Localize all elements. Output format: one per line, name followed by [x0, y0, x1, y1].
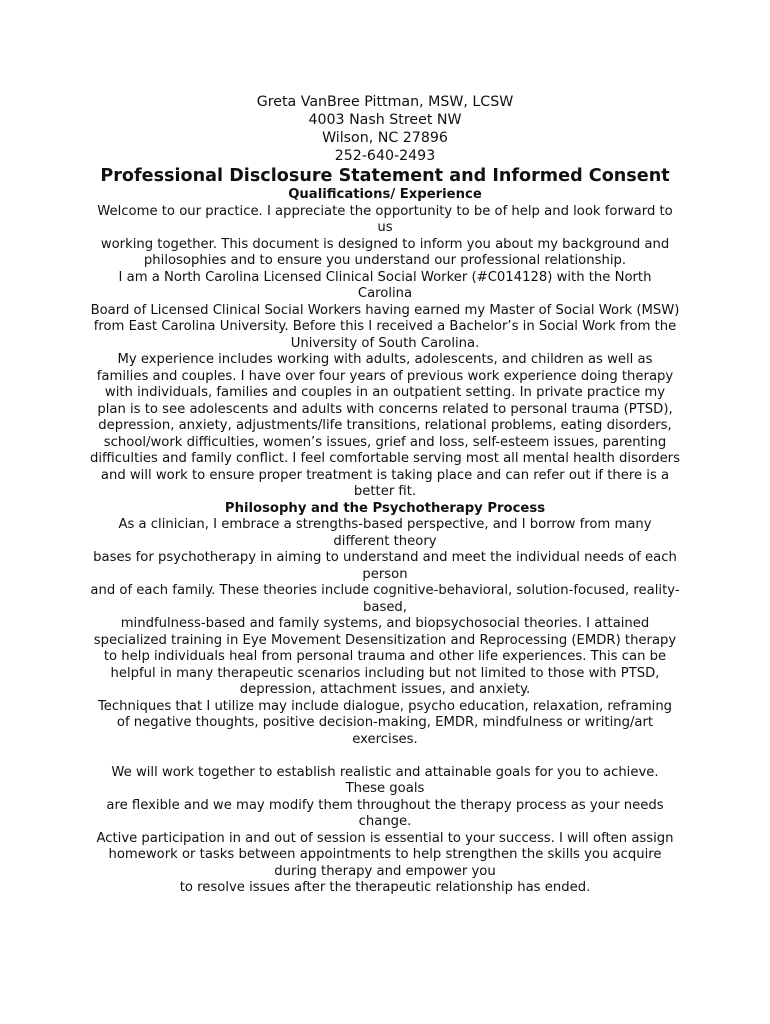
- qualifications-paragraph: working together. This document is designed to inform you about my background and philosophies and to ensure you understand our professional relationship.: [100, 236, 670, 268]
- philosophy-heading: Philosophy and the Psychotherapy Process: [224, 500, 546, 516]
- qualifications-paragraph: I am a North Carolina Licensed Clinical Social Worker (#C014128) with the North Carolina: [118, 269, 652, 301]
- goals-paragraph: are flexible and we may modify them throughout the therapy process as your needs change.: [106, 797, 664, 829]
- document-page: [90, 93, 680, 897]
- goals-paragraph: We will work together to establish realistic and attainable goals for you to achieve. These goals: [111, 764, 659, 796]
- qualifications-paragraph: My experience includes working with adults, adolescents, and children as well as families and couples. I have over four years of previous work experience doing therapy with individuals, families and couples in an outpatient setting. In private practice my plan is to see adolescents and adults with concerns related to personal trauma (PTSD), depression, anxiety, adjustments/life transitions, relational problems, eating disorders, school/work difficulties, women’s issues, grief and loss, self-esteem issues, parenting difficulties and family conflict. I feel comfortable serving most all mental health disorders and will work to ensure proper treatment is taking place and can refer out if there is a better fit.: [90, 352, 680, 499]
- qualifications-heading: Qualifications/ Experience: [288, 187, 482, 202]
- philosophy-paragraph: and of each family. These theories include cognitive-behavioral, solution-focused, reality-based,: [90, 583, 680, 615]
- city-state-zip: Wilson, NC 27896: [322, 130, 448, 146]
- paragraph-break: [90, 748, 680, 765]
- qualifications-paragraph: Board of Licensed Clinical Social Workers having earned my Master of Social Work (MSW) from East Carolina University. Before this I received a Bachelor’s in Social Work from the University of South Carolina.: [90, 302, 680, 351]
- author-name: Greta VanBree Pittman, MSW, LCSW: [256, 94, 514, 110]
- philosophy-paragraph: mindfulness-based and family systems, and biopsychosocial theories. I attained specialized training in Eye Movement Desensitization and Reprocessing (EMDR) therapy to help individuals heal from personal trauma and other life experiences. This can be helpful in many therapeutic scenarios including but not limited to those with PTSD, depression, attachment issues, and anxiety.: [93, 616, 677, 697]
- goals-paragraph: Active participation in and out of session is essential to your success. I will often assign homework or tasks between appointments to help strengthen the skills you acquire during therapy and empower you: [96, 830, 674, 879]
- goals-paragraph: to resolve issues after the therapeutic relationship has ended.: [179, 880, 591, 895]
- street-address: 4003 Nash Street NW: [308, 112, 462, 128]
- phone-number: 252-640-2493: [334, 148, 436, 164]
- philosophy-paragraph: Techniques that I utilize may include dialogue, psycho education, relaxation, reframing of negative thoughts, positive decision-making, EMDR, mindfulness or writing/art exercises.: [97, 698, 673, 747]
- qualifications-paragraph: Welcome to our practice. I appreciate the opportunity to be of help and look forward to us: [97, 203, 673, 235]
- document-title: Professional Disclosure Statement and Informed Consent: [100, 166, 670, 186]
- philosophy-paragraph: bases for psychotherapy in aiming to understand and meet the individual needs of each person: [93, 550, 677, 582]
- philosophy-paragraph: As a clinician, I embrace a strengths-based perspective, and I borrow from many different theory: [118, 517, 652, 549]
